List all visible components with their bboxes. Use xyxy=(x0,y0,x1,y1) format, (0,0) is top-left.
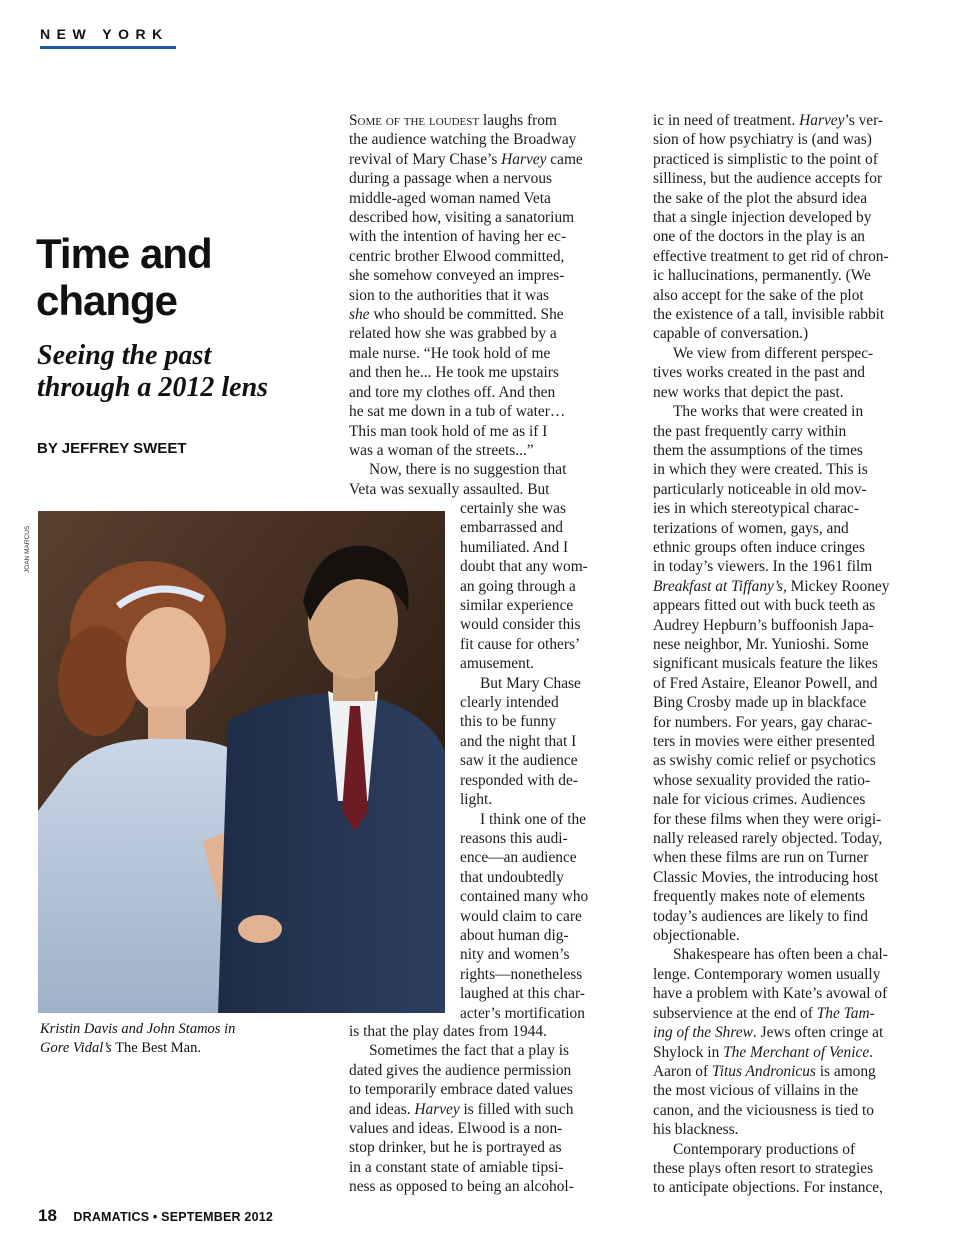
text-line: centric brother Elwood committed, xyxy=(349,247,565,265)
text-line: these plays often resort to strategies xyxy=(653,1159,874,1177)
text-line: effective treatment to get rid of chron- xyxy=(653,247,889,265)
text-line: Shakespeare has often been a chal- xyxy=(673,946,888,964)
text-line: nity and women’s xyxy=(460,946,570,964)
body-column-1-top xyxy=(349,111,611,499)
text-line: Breakfast at Tiffany’s, Mickey Rooney xyxy=(653,577,890,595)
text-line: sion of how psychiatry is (and was) xyxy=(653,131,872,149)
text-line: she somehow conveyed an impres- xyxy=(349,267,565,285)
text-line: in which they were created. This is xyxy=(653,461,868,479)
text-line: ethnic groups often induce cringes xyxy=(653,538,865,556)
byline: BY JEFFREY SWEET xyxy=(37,440,187,457)
text-line: that undoubtedly xyxy=(460,868,564,886)
subtitle-line: through a 2012 lens xyxy=(37,372,269,403)
text-line: capable of conversation.) xyxy=(653,325,809,343)
text-line: rights—nonetheless xyxy=(460,965,583,983)
title-line: Time and xyxy=(36,230,212,277)
text-line: responded with de- xyxy=(460,771,578,789)
text-line: Veta was sexually assaulted. But xyxy=(349,480,550,498)
text-line: I think one of the xyxy=(480,810,586,828)
text-line: related how she was grabbed by a xyxy=(349,325,557,343)
photo-caption xyxy=(40,1020,330,1058)
text-line: terizations of women, gays, and xyxy=(653,519,849,537)
text-line: ing of the Shrew. Jews often cringe at xyxy=(653,1024,884,1042)
text-line: was a woman of the streets...” xyxy=(349,441,534,459)
text-line: male nurse. “He took hold of me xyxy=(349,344,551,362)
text-line: them the assumptions of the times xyxy=(653,441,863,459)
text-segment: laughs from xyxy=(479,112,557,129)
text-line: and the night that I xyxy=(460,732,577,750)
text-line: nese neighbor, Mr. Yunioshi. Some xyxy=(653,635,869,653)
magazine-issue: DRAMATICS • SEPTEMBER 2012 xyxy=(73,1210,274,1224)
text-line: and then he... He took me upstairs xyxy=(349,364,559,382)
text-line: appears fitted out with buck teeth as xyxy=(653,597,876,615)
text-line: have a problem with Kate’s avowal of xyxy=(653,985,888,1003)
text-line: significant musicals feature the likes xyxy=(653,655,878,673)
text-line: nally released rarely objected. Today, xyxy=(653,830,883,848)
text-line: ic in need of treatment. Harvey’s ver- xyxy=(653,112,884,129)
text-line: But Mary Chase xyxy=(480,674,581,692)
text-line: for these films when they were origi- xyxy=(653,810,882,828)
photo-credit: JOAN MARCUS xyxy=(24,525,31,573)
text-line: the past frequently carry within xyxy=(653,422,847,440)
text-line: is that the play dates from 1944. xyxy=(349,1023,547,1040)
text-line: with the intention of having her ec- xyxy=(349,228,567,246)
text-line: Now, there is no suggestion that xyxy=(369,461,567,479)
body-column-1-bottom xyxy=(349,1022,611,1197)
text-line: she who should be committed. She xyxy=(349,306,564,324)
text-line: the existence of a tall, invisible rabbit xyxy=(653,306,885,324)
photo-illustration xyxy=(38,511,445,1013)
text-line: his blackness. xyxy=(653,1121,739,1139)
text-line: to anticipate objections. For instance, xyxy=(653,1179,883,1197)
text-line: today’s audiences are likely to find xyxy=(653,907,868,925)
text-line: certainly she was xyxy=(460,500,566,517)
text-line: objectionable. xyxy=(653,927,740,945)
text-line: sion to the authorities that it was xyxy=(349,286,550,304)
opening-smallcaps: Some of the loudest xyxy=(349,112,480,129)
text-line: also accept for the sake of the plot xyxy=(653,286,864,304)
text-line: particularly noticeable in old mov- xyxy=(653,480,867,498)
text-line: ence—an audience xyxy=(460,849,577,867)
text-line: lenge. Contemporary women usually xyxy=(653,965,881,983)
text-line: Shylock in The Merchant of Venice. xyxy=(653,1043,874,1061)
text-line: humiliated. And I xyxy=(460,538,569,556)
text-line: saw it the audience xyxy=(460,752,578,770)
caption-text-roman: The Best Man. xyxy=(111,1040,201,1056)
text-line: and ideas. Harvey is filled with such xyxy=(349,1100,574,1118)
text-line: he sat me down in a tub of water… xyxy=(349,403,566,421)
text-line: doubt that any wom- xyxy=(460,558,588,576)
text-line: the most vicious of villains in the xyxy=(653,1082,859,1100)
text-line: tives works created in the past and xyxy=(653,364,865,382)
text-line: in a constant state of amiable tipsi- xyxy=(349,1158,564,1176)
text-line: dated gives the audience permission xyxy=(349,1061,572,1079)
text-line: new works that depict the past. xyxy=(653,383,844,401)
text-line: practiced is simplistic to the point of xyxy=(653,150,878,168)
text-line: ness as opposed to being an alcohol- xyxy=(349,1178,574,1196)
text-line: silliness, but the audience accepts for xyxy=(653,170,883,188)
text-line: the sake of the plot the absurd idea xyxy=(653,189,868,207)
text-line: of Fred Astaire, Eleanor Powell, and xyxy=(653,674,878,692)
text-line: stop drinker, but he is portrayed as xyxy=(349,1139,562,1157)
text-line: reasons this audi- xyxy=(460,829,568,847)
text-line: about human dig- xyxy=(460,926,569,944)
body-column-2 xyxy=(653,111,919,1198)
text-line: Bing Crosby made up in blackface xyxy=(653,694,867,712)
subtitle-line: Seeing the past xyxy=(37,340,212,371)
caption-line xyxy=(40,1020,330,1039)
title-line: change xyxy=(36,277,178,324)
text-line: as swishy comic relief or psychotics xyxy=(653,752,876,770)
text-line: amusement. xyxy=(460,655,534,673)
text-line: that a single injection developed by xyxy=(653,209,872,227)
text-line: one of the doctors in the play is an xyxy=(653,228,865,246)
text-line: described how, visiting a sanatorium xyxy=(349,209,575,227)
text-line: This man took hold of me as if I xyxy=(349,422,548,440)
text-line: middle-aged woman named Veta xyxy=(349,189,551,207)
text-line: embarrassed and xyxy=(460,519,563,537)
text-line: revival of Mary Chase’s Harvey came xyxy=(349,150,583,168)
article-subtitle xyxy=(37,340,337,404)
caption-line xyxy=(40,1039,330,1058)
text-line xyxy=(349,111,611,130)
page-number: 18 xyxy=(38,1206,57,1225)
article-title xyxy=(36,230,336,324)
text-line: clearly intended xyxy=(460,694,559,712)
text-line: nale for vicious crimes. Audiences xyxy=(653,791,866,809)
text-line: fit cause for others’ xyxy=(460,635,581,653)
section-label: NEW YORK xyxy=(40,26,169,42)
caption-text-italic: Gore Vidal’s xyxy=(40,1040,112,1056)
text-line: The works that were created in xyxy=(673,403,864,421)
text-line: ters in movies were either presented xyxy=(653,733,875,750)
text-line: Classic Movies, the introducing host xyxy=(653,868,879,886)
text-line: to temporarily embrace dated values xyxy=(349,1081,573,1099)
text-line: canon, and the viciousness is tied to xyxy=(653,1101,874,1119)
text-line: Audrey Hepburn’s buffoonish Japa- xyxy=(653,616,874,634)
text-line: for numbers. For years, gay charac- xyxy=(653,713,873,731)
text-line: would consider this xyxy=(460,616,581,634)
text-line: Sometimes the fact that a play is xyxy=(369,1042,570,1060)
text-line: light. xyxy=(460,791,493,809)
text-line: whose sexuality provided the ratio- xyxy=(653,771,871,789)
text-line: during a passage when a nervous xyxy=(349,170,553,188)
text-line: similar experience xyxy=(460,597,574,615)
text-line: this to be funny xyxy=(460,713,557,731)
text-line: laughed at this char- xyxy=(460,985,585,1003)
text-line: Contemporary productions of xyxy=(673,1140,856,1158)
text-line: frequently makes note of elements xyxy=(653,888,865,906)
text-line: would claim to care xyxy=(460,907,582,925)
text-line: an going through a xyxy=(460,577,576,595)
page-footer xyxy=(38,1206,273,1226)
text-line: values and ideas. Elwood is a non- xyxy=(349,1120,563,1138)
text-line: ic hallucinations, permanently. (We xyxy=(653,267,871,285)
text-line: in today’s viewers. In the 1961 film xyxy=(653,558,873,576)
text-line: Aaron of Titus Andronicus is among xyxy=(653,1062,876,1080)
caption-text: Kristin Davis and John Stamos in xyxy=(40,1021,236,1037)
section-rule xyxy=(40,46,176,49)
text-line: We view from different perspec- xyxy=(673,344,874,362)
text-line: and tore my clothes off. And then xyxy=(349,383,556,401)
body-column-1-middle xyxy=(460,499,611,1023)
text-line: the audience watching the Broadway xyxy=(349,131,577,149)
text-line: when these films are run on Turner xyxy=(653,849,869,867)
article-photo xyxy=(38,511,445,1013)
text-line: subservience at the end of The Tam- xyxy=(653,1004,875,1022)
text-line: acter’s mortification xyxy=(460,1004,585,1022)
text-line: ies in which stereotypical charac- xyxy=(653,500,859,518)
text-line: contained many who xyxy=(460,888,589,906)
